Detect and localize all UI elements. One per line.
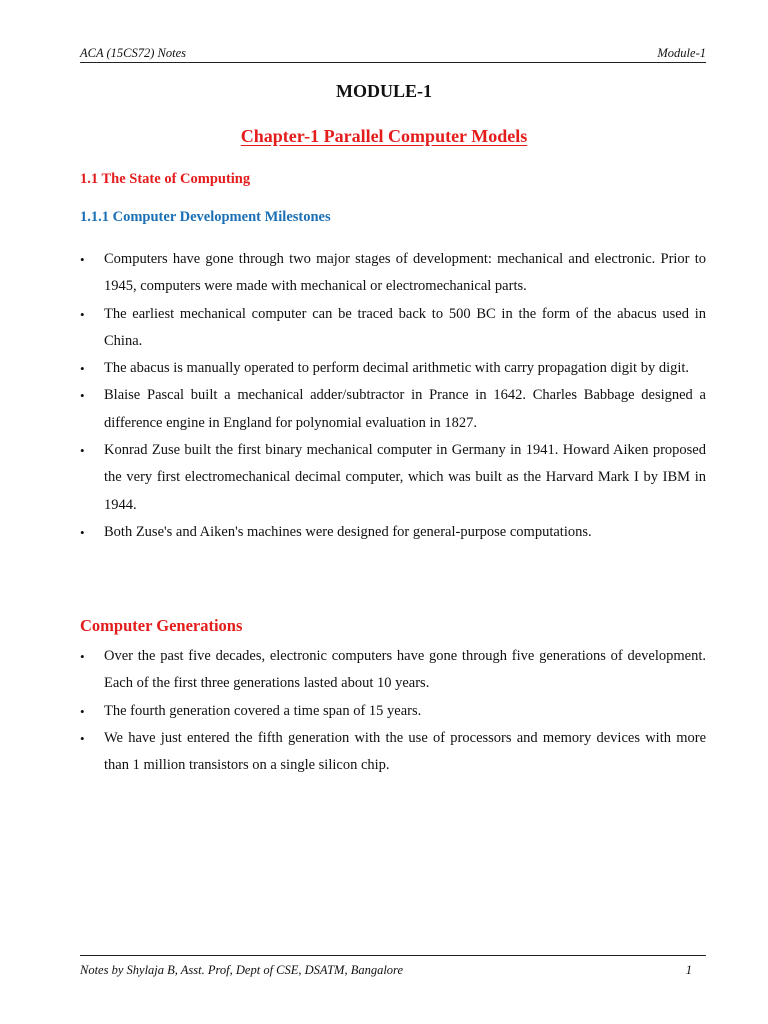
header-module-label: Module-1 (657, 46, 706, 60)
generations-heading: Computer Generations (80, 616, 243, 635)
list-item (80, 301, 706, 356)
module-title: MODULE-1 (336, 81, 432, 101)
list-item-text: Computers have gone through two major stages of development: mechanical and electronic. Prior to 1945, computers were made with mechanical or electromechanical parts. (104, 251, 706, 295)
milestones-list (80, 246, 706, 546)
bullet-icon: • (80, 730, 85, 746)
footer-author: Notes by Shylaja B, Asst. Prof, Dept of CSE, DSATM, Bangalore (80, 963, 404, 977)
page-header (80, 46, 706, 63)
chapter-title-text: Chapter-1 Parallel Computer Models (240, 126, 528, 146)
list-item-text: Konrad Zuse built the first binary mechanical computer in Germany in 1941. Howard Aiken proposed the very first electromechanical decimal computer, which was built as the Harvard Mark I by IBM in 1944. (104, 442, 706, 513)
page-number: 1 (685, 963, 692, 977)
list-item (80, 643, 706, 698)
list-item (80, 725, 706, 780)
list-item (80, 382, 706, 437)
bullet-icon: • (80, 388, 85, 404)
list-item-text: We have just entered the fifth generation with the use of processors and memory devices with more than 1 million transistors on a single silicon chip. (104, 729, 706, 774)
bullet-icon: • (80, 703, 85, 719)
list-item-text: The fourth generation covered a time span of 15 years. (104, 702, 422, 719)
list-item-text: Blaise Pascal built a mechanical adder/subtractor in Prance in 1642. Charles Babbage designed a difference engine in England for polynomial evaluation in 1827. (104, 387, 706, 431)
list-item (80, 698, 706, 725)
bullet-icon: • (80, 649, 85, 664)
section-heading: 1.1 The State of Computing (80, 171, 251, 187)
chapter-title (0, 125, 768, 147)
bullet-icon: • (80, 252, 85, 267)
header-course-title: ACA (15CS72) Notes (80, 46, 187, 60)
list-item (80, 246, 706, 301)
subsection-heading: 1.1.1 Computer Development Milestones (80, 209, 331, 225)
list-item (80, 355, 706, 382)
bullet-icon: • (80, 443, 85, 459)
list-item-text: Over the past five decades, electronic computers have gone through five generations of development. Each of the first three generations lasted about 10 years. (104, 648, 706, 692)
bullet-icon: • (80, 524, 85, 540)
list-item-text: The earliest mechanical computer can be traced back to 500 BC in the form of the abacus used in China. (104, 305, 706, 349)
list-item (80, 437, 706, 519)
bullet-icon: • (80, 361, 85, 377)
generations-list (80, 643, 706, 779)
list-item-text: Both Zuse's and Aiken's machines were designed for general-purpose computations. (104, 523, 592, 540)
list-item (80, 519, 706, 546)
list-item-text: The abacus is manually operated to perform decimal arithmetic with carry propagation digit by digit. (104, 360, 690, 377)
bullet-icon: • (80, 306, 85, 322)
page-footer (80, 955, 706, 976)
